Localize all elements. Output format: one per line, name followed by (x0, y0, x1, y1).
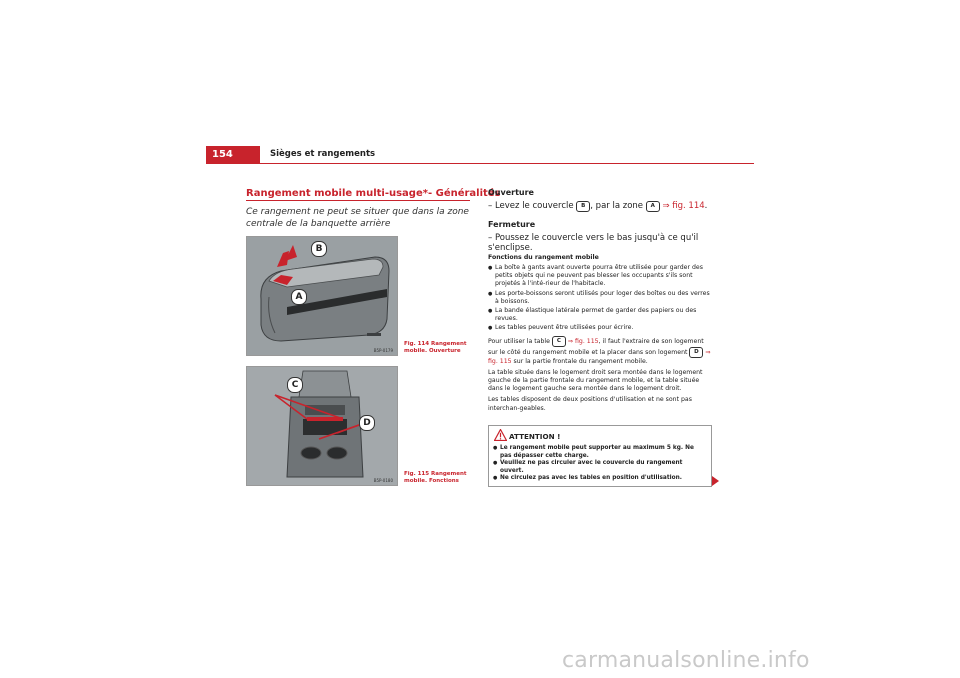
opening-step-text: – Levez le couvercle (488, 201, 574, 211)
warning-bullet: ● Le rangement mobile peut supporter au maximum 5 kg. Ne pas dépasser cette charge. (493, 445, 707, 460)
functions-heading: Fonctions du rangement mobile (488, 254, 599, 261)
figure-114 (246, 236, 398, 356)
figure-label-d: D (359, 415, 375, 431)
closing-step: – Poussez le couvercle vers le bas jusqu'à ce qu'il s'enclipse. (488, 233, 699, 253)
section-title: Rangement mobile multi-usage*- Généralités (246, 188, 501, 199)
running-title: Sièges et rangements (270, 149, 376, 159)
continue-arrow-icon (712, 476, 719, 486)
caption-number: Fig. 114 (404, 341, 430, 347)
opening-step (488, 201, 714, 212)
warning-box (488, 425, 712, 487)
figure-code: B5P-0179 (373, 348, 393, 353)
fig-114-link[interactable]: ⇒ fig. 114 (662, 201, 705, 211)
warning-icon (494, 429, 507, 441)
warning-bullet: ● Veuillez ne pas circuler avec le couvercle du rangement ouvert. (493, 460, 707, 475)
para-text: Pour utiliser la table (488, 337, 550, 345)
caption-text: Rangement mobile. Fonctions (404, 471, 467, 484)
fig-115-link[interactable]: ⇒ fig. 115 (567, 337, 599, 345)
functions-bullet: ● La bande élastique latérale permet de garder des papiers ou des revues. (488, 307, 714, 323)
functions-bullet: ● Les porte-boissons seront utilisés pour loger des boîtes ou des verres à boissons. (488, 290, 714, 306)
opening-heading: Ouverture (488, 188, 534, 197)
badge-d: D (689, 347, 703, 358)
figure-code: B5P-0180 (373, 478, 393, 483)
fig-115-link[interactable]: ⇒ fig. 115 (488, 348, 711, 365)
functions-bullet: ● Les tables peuvent être utilisées pour écrire. (488, 324, 714, 332)
closing-heading: Fermeture (488, 220, 536, 229)
functions-paragraph-1 (488, 336, 714, 366)
section-intro: Ce rangement ne peut se situer que dans la zone centrale de la banquette arrière (246, 207, 469, 229)
badge-a: A (646, 201, 660, 212)
figure-label-c: C (287, 377, 303, 393)
badge-c: C (552, 336, 566, 347)
opening-step-end: . (704, 201, 708, 211)
header-rule (206, 163, 754, 164)
warning-body (493, 445, 707, 483)
badge-b: B (576, 201, 590, 212)
functions-bullet: ● La boîte à gants avant ouverte pourra être utilisée pour garder des petits objets qui ne peuvent pas blesser les occupants s'ils sont projetés à l'inté-rieur de l'habitacle. (488, 264, 714, 289)
figure-label-a: A (291, 289, 307, 305)
page-number: 154 (206, 146, 260, 164)
functions-paragraph-3: Les tables disposent de deux positions d'utilisation et ne sont pas interchan-geables. (488, 396, 692, 412)
para-text: sur la partie frontale du rangement mobile. (513, 357, 648, 365)
opening-step-text-2: , par la zone (590, 201, 644, 211)
figure-114-caption (404, 341, 470, 355)
watermark: carmanualsonline.info (562, 648, 810, 673)
figure-label-b: B (311, 241, 327, 257)
caption-text: Rangement mobile. Ouverture (404, 341, 467, 354)
functions-paragraph-2: La table située dans le logement droit sera montée dans le logement gauche de la partie frontale du rangement mobile, et la table située dans le logement gauche sera montée dans le logement droit. (488, 368, 703, 393)
functions-block (488, 254, 714, 413)
figure-115 (246, 366, 398, 486)
warning-bullet: ● Ne circulez pas avec les tables en position d'utilisation. (493, 475, 707, 483)
section-rule (246, 200, 470, 201)
figure-115-caption (404, 471, 470, 485)
caption-number: Fig. 115 (404, 471, 430, 477)
warning-title: ATTENTION ! (509, 432, 561, 441)
para-text: , il faut l'extraire de son logement sur le côté du rangement mobile et la placer dans son logement (488, 337, 704, 356)
